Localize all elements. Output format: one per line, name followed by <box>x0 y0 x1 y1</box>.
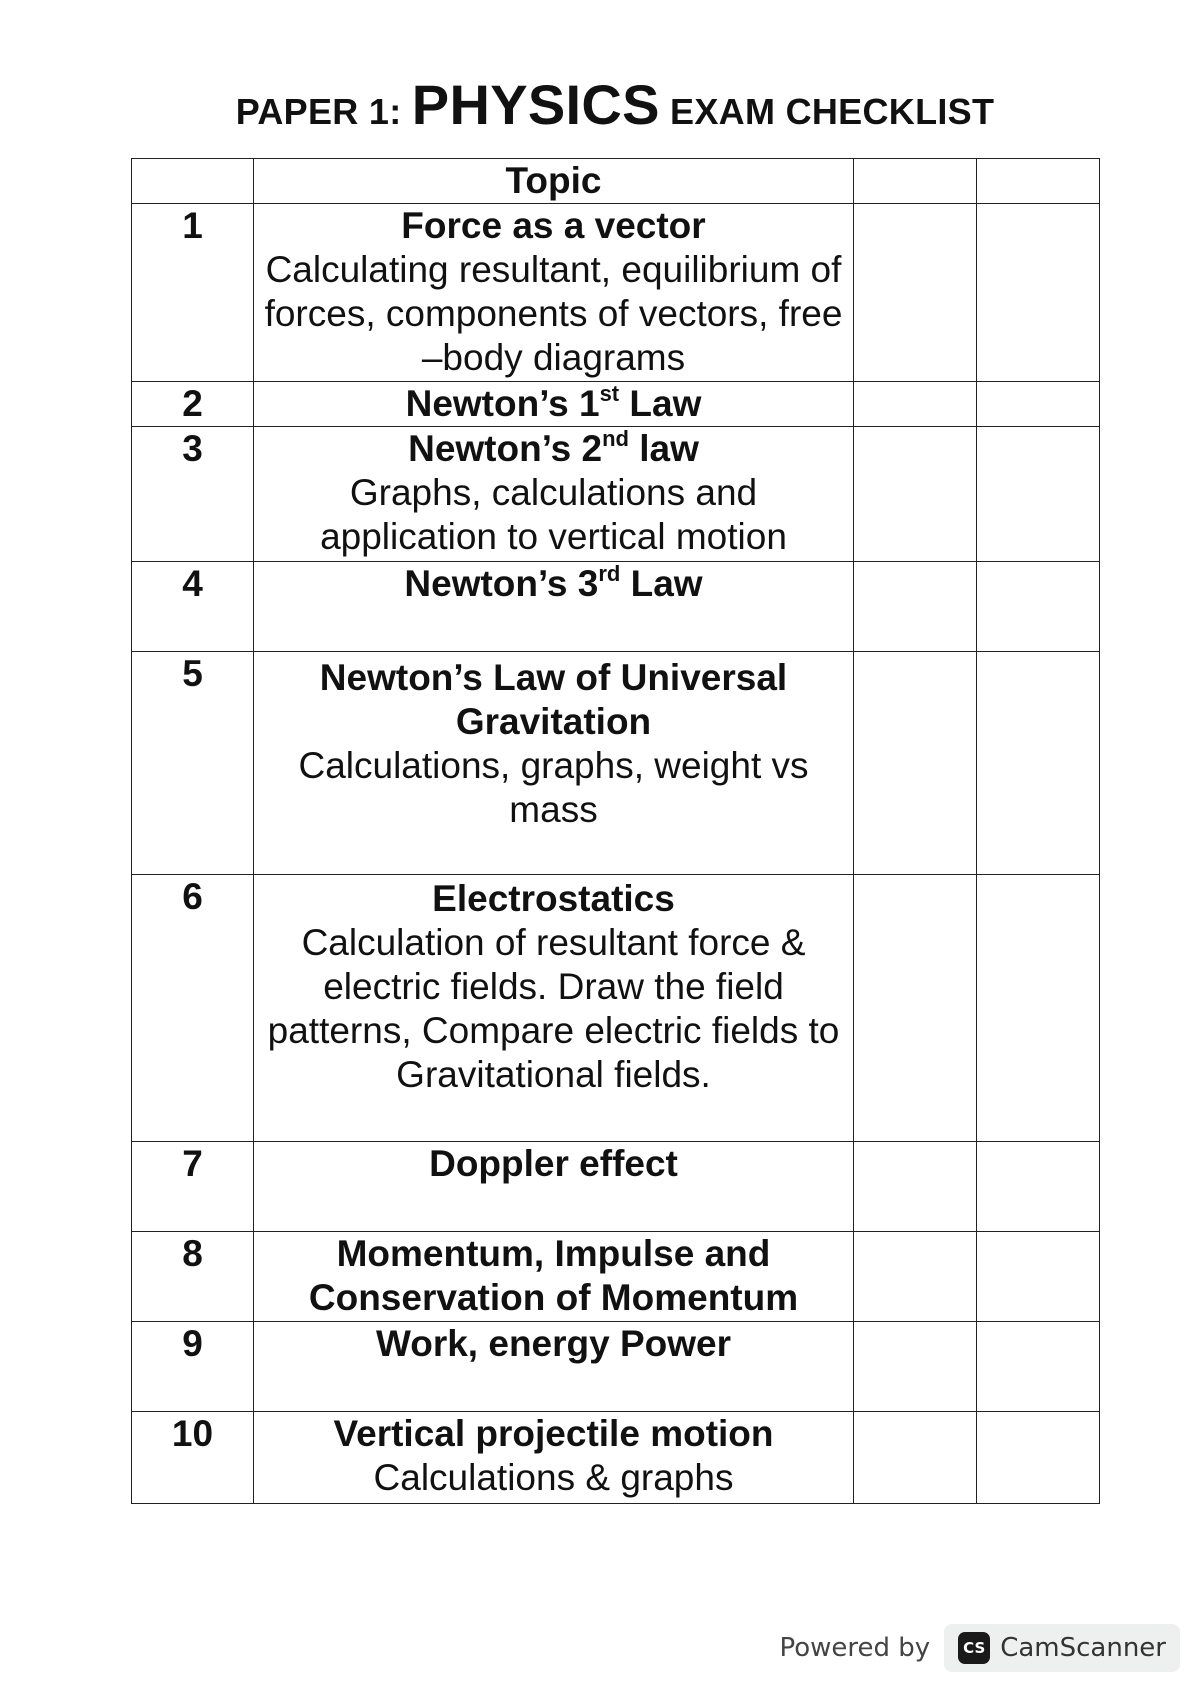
topic-cell <box>254 204 854 382</box>
topic-title-text: Newton’s 3 <box>404 563 599 604</box>
check-cell-2 <box>977 1232 1100 1322</box>
topic-cell <box>254 562 854 652</box>
topic-cell <box>254 427 854 562</box>
topic-title <box>260 204 847 248</box>
row-number: 8 <box>132 1232 254 1322</box>
check-cell-1 <box>854 652 977 875</box>
table-row <box>132 652 1100 875</box>
table-row <box>132 1142 1100 1232</box>
topic-title-text: Newton’s Law of Universal Gravitation <box>319 657 788 742</box>
topic-detail: Calculations, graphs, weight vs mass <box>298 745 809 830</box>
topic-title-text: Force as a vector <box>401 205 706 246</box>
topic-cell <box>254 382 854 427</box>
ordinal-suffix: nd <box>602 425 629 451</box>
row-number: 1 <box>132 204 254 382</box>
table-row <box>132 562 1100 652</box>
check-cell-2 <box>977 427 1100 562</box>
table-row <box>132 875 1100 1142</box>
camscanner-logo-icon: CS <box>958 1632 990 1664</box>
header-topic-cell: Topic <box>254 159 854 204</box>
topic-detail: Calculation of resultant force & electric fields. Draw the field patterns, Compare electric fields to Gravitational fields. <box>267 922 840 1095</box>
camscanner-brand-name: CamScanner <box>1000 1633 1166 1663</box>
topic-title-after: Law <box>620 563 703 604</box>
topic-cell <box>254 652 854 875</box>
table-row <box>132 1322 1100 1412</box>
ordinal-suffix: rd <box>598 560 621 586</box>
topic-title <box>260 656 847 744</box>
header-num-cell <box>132 159 254 204</box>
check-cell-2 <box>977 1322 1100 1412</box>
row-number: 10 <box>132 1412 254 1504</box>
check-cell-2 <box>977 562 1100 652</box>
row-number: 3 <box>132 427 254 562</box>
table-row <box>132 204 1100 382</box>
title-main: PHYSICS <box>411 73 660 136</box>
topic-title-text: Newton’s 2 <box>408 428 603 469</box>
check-cell-2 <box>977 1142 1100 1232</box>
topic-cell <box>254 1412 854 1504</box>
check-cell-2 <box>977 652 1100 875</box>
table-row <box>132 382 1100 427</box>
row-number: 5 <box>132 652 254 875</box>
checklist-table <box>131 158 1100 1504</box>
topic-detail: Calculations & graphs <box>373 1457 734 1498</box>
header-check-cell-1 <box>854 159 977 204</box>
camscanner-footer <box>780 1624 1181 1672</box>
topic-detail: Graphs, calculations and application to vertical motion <box>320 472 787 557</box>
topic-title-text: Momentum, Impulse and Conservation of Momentum <box>308 1233 799 1318</box>
row-number: 9 <box>132 1322 254 1412</box>
check-cell-2 <box>977 875 1100 1142</box>
check-cell-1 <box>854 1412 977 1504</box>
check-cell-1 <box>854 562 977 652</box>
topic-title <box>260 562 847 606</box>
topic-detail: Calculating resultant, equilibrium of forces, components of vectors, free –body diagrams <box>264 249 843 378</box>
topic-title-after: law <box>628 428 699 469</box>
topic-title <box>260 1232 847 1320</box>
row-number: 6 <box>132 875 254 1142</box>
row-number: 7 <box>132 1142 254 1232</box>
powered-by-label: Powered by <box>779 1633 931 1663</box>
header-row <box>132 159 1100 204</box>
table-row <box>132 1412 1100 1504</box>
check-cell-1 <box>854 204 977 382</box>
topic-title <box>260 427 847 471</box>
topic-title <box>260 877 847 921</box>
check-cell-1 <box>854 427 977 562</box>
check-cell-2 <box>977 382 1100 427</box>
topic-cell <box>254 1322 854 1412</box>
row-number: 4 <box>132 562 254 652</box>
check-cell-1 <box>854 1142 977 1232</box>
topic-cell <box>254 1142 854 1232</box>
check-cell-1 <box>854 1322 977 1412</box>
topic-title-text: Electrostatics <box>432 878 675 919</box>
topic-title <box>260 382 847 426</box>
topic-title-text: Vertical projectile motion <box>333 1413 774 1454</box>
header-check-cell-2 <box>977 159 1100 204</box>
topic-title-text: Newton’s 1 <box>405 383 600 424</box>
page-title <box>0 72 1200 137</box>
topic-cell <box>254 875 854 1142</box>
table-row <box>132 427 1100 562</box>
camscanner-badge <box>944 1624 1180 1672</box>
title-suffix: EXAM CHECKLIST <box>659 91 995 132</box>
check-cell-1 <box>854 875 977 1142</box>
table-row <box>132 1232 1100 1322</box>
row-number: 2 <box>132 382 254 427</box>
topic-title <box>260 1142 847 1186</box>
topic-title <box>260 1322 847 1366</box>
topic-title-after: Law <box>619 383 702 424</box>
check-cell-2 <box>977 204 1100 382</box>
check-cell-1 <box>854 382 977 427</box>
topic-title <box>260 1412 847 1456</box>
topic-cell <box>254 1232 854 1322</box>
topic-title-text: Work, energy Power <box>375 1323 732 1364</box>
check-cell-2 <box>977 1412 1100 1504</box>
check-cell-1 <box>854 1232 977 1322</box>
ordinal-suffix: st <box>599 380 620 406</box>
title-prefix: PAPER 1: <box>235 91 412 132</box>
topic-title-text: Doppler effect <box>429 1143 678 1184</box>
